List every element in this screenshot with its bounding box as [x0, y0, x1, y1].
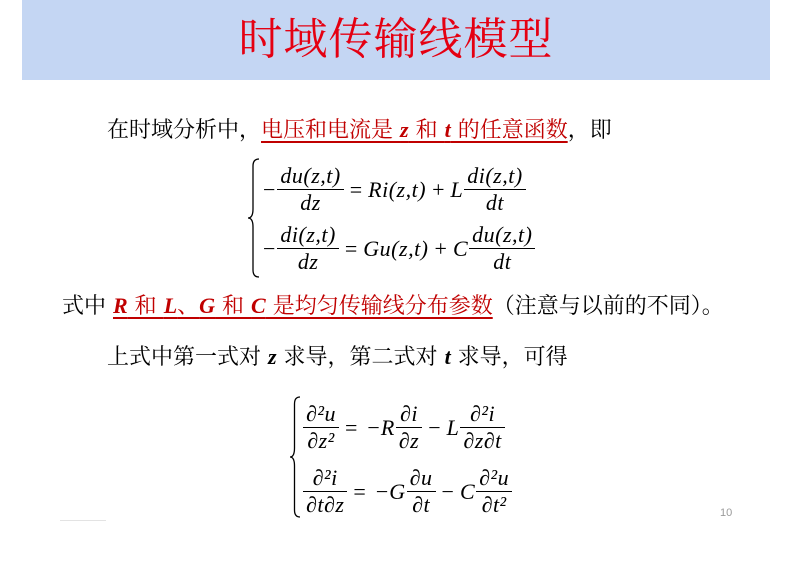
parameters-highlight-text-1: 和: [127, 294, 164, 319]
variable-g: G: [199, 293, 216, 318]
parameters-highlight-text-3: 和: [215, 294, 252, 319]
page-number: 10: [720, 507, 733, 519]
derivation-text-1: 上式中第一式对: [107, 345, 268, 370]
intro-highlight-text-1: 电压和电流是: [261, 118, 401, 143]
intro-highlight: [261, 118, 568, 143]
plus-sign: +: [432, 176, 445, 202]
fraction-denominator: dz: [300, 190, 321, 215]
fraction-numerator: ∂u: [407, 465, 436, 492]
fraction-numerator: di(z,t): [464, 163, 525, 190]
equation-1-row-1: [263, 163, 535, 216]
fraction-denominator: ∂z∂t: [463, 428, 502, 453]
equals-sign: =: [353, 478, 366, 504]
fraction-term-2: [460, 401, 504, 454]
conductive-term: Gu(z,t): [363, 235, 429, 261]
equation-2-row-2: [303, 465, 512, 518]
variable-c: C: [251, 293, 266, 318]
minus-sign: −: [263, 176, 276, 202]
fraction-numerator: du(z,t): [277, 163, 343, 190]
fraction-numerator: ∂i: [396, 401, 422, 428]
coefficient: G: [389, 478, 406, 504]
variable-z: z: [400, 117, 409, 142]
fraction-denominator: dt: [485, 190, 505, 215]
variable-t: t: [444, 344, 451, 369]
fraction-term-2: [476, 465, 512, 518]
coefficient: L: [446, 414, 460, 440]
parameters-highlight-text-4: 是均匀传输线分布参数: [265, 294, 493, 319]
fraction-numerator: du(z,t): [469, 222, 535, 249]
intro-highlight-text-3: 的任意函数: [450, 118, 568, 143]
intro-highlight-text-2: 和: [408, 118, 445, 143]
variable-l: L: [163, 293, 178, 318]
fraction-lhs: [277, 163, 343, 216]
derivation-sentence: [107, 343, 568, 372]
equals-sign: =: [344, 414, 358, 440]
footer-rule: [60, 520, 106, 521]
fraction-denominator: ∂z²: [307, 428, 335, 453]
coefficient: L: [450, 176, 464, 202]
left-brace-icon: [289, 396, 302, 518]
minus-sign: −: [441, 478, 454, 504]
equation-system-2: [303, 401, 512, 518]
minus-sign: −: [263, 235, 276, 261]
parameters-prefix: 式中: [62, 294, 113, 319]
plus-sign: +: [434, 235, 447, 261]
variable-r: R: [113, 293, 128, 318]
minus-sign: −: [367, 414, 380, 440]
coefficient: C: [459, 478, 476, 504]
left-brace-icon: [247, 158, 261, 278]
fraction-term-1: [407, 465, 436, 518]
equals-sign: =: [349, 176, 363, 202]
derivation-text-2: 求导，第二式对: [276, 345, 445, 370]
minus-sign: −: [428, 414, 441, 440]
minus-sign: −: [375, 478, 389, 504]
fraction-rhs: [469, 222, 535, 275]
intro-prefix: 在时域分析中，: [107, 118, 262, 143]
fraction-lhs: [277, 222, 338, 275]
parameters-sentence: [62, 292, 724, 321]
fraction-denominator: ∂t²: [481, 492, 507, 517]
fraction-numerator: ∂²i: [303, 465, 347, 492]
equals-sign: =: [344, 235, 358, 261]
fraction-term-1: [396, 401, 422, 454]
variable-t: t: [444, 117, 451, 142]
coefficient: R: [380, 414, 395, 440]
coefficient: C: [452, 235, 469, 261]
equation-1-row-2: [263, 222, 535, 275]
fraction-denominator: ∂z: [398, 428, 420, 453]
fraction-lhs: [303, 465, 347, 518]
resistive-term: Ri(z,t): [368, 176, 427, 202]
fraction-numerator: ∂²i: [460, 401, 504, 428]
parameters-highlight-text-2: 、: [177, 294, 200, 319]
fraction-denominator: ∂t∂z: [306, 492, 345, 517]
parameters-suffix: （注意与以前的不同）。: [492, 294, 724, 319]
fraction-denominator: dt: [493, 249, 512, 274]
title-banner: [22, 0, 770, 80]
fraction-numerator: ∂²u: [303, 401, 339, 428]
equation-system-1: [263, 163, 535, 275]
intro-suffix: ，即: [567, 118, 612, 143]
fraction-rhs: [464, 163, 525, 216]
equation-2-row-1: [303, 401, 512, 454]
parameters-highlight: [113, 294, 493, 319]
intro-sentence: [107, 116, 612, 145]
fraction-numerator: ∂²u: [476, 465, 512, 492]
fraction-numerator: di(z,t): [277, 222, 338, 249]
fraction-denominator: ∂t: [412, 492, 431, 517]
variable-z: z: [268, 344, 277, 369]
slide-title: 时域传输线模型: [238, 14, 554, 65]
fraction-lhs: [303, 401, 339, 454]
fraction-denominator: dz: [297, 249, 319, 274]
derivation-text-3: 求导，可得: [450, 345, 568, 370]
